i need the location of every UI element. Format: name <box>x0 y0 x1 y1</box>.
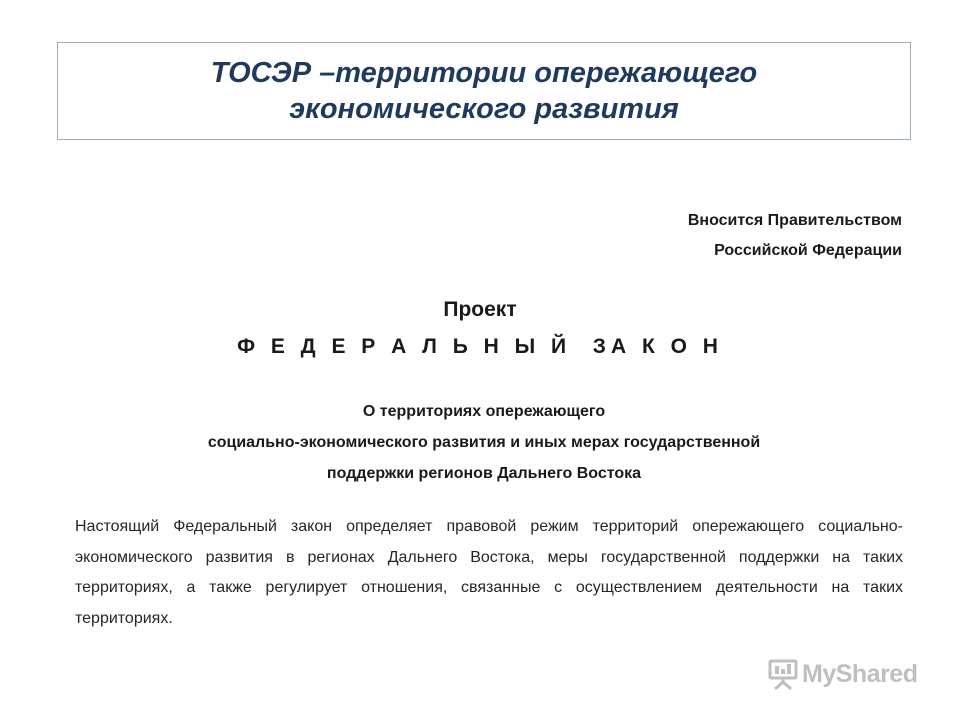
federal-law-label: Ф Е Д Е Р А Л Ь Н Ы Й ЗА К О Н <box>237 335 723 358</box>
law-body-paragraph: Настоящий Федеральный закон определяет правовой режим территорий опережающего социально-экономического развития в регионах Дальнего Востока, меры государственной поддержки на таких территориях, а также регулирует отношения, связанные с осуществлением деятельности на таких территориях. <box>75 518 903 627</box>
submitter-line-1: Вносится Правительством <box>687 212 902 229</box>
law-title <box>57 396 911 489</box>
submitter-block <box>688 206 902 266</box>
slide-title-line-2: экономического развития <box>289 93 679 125</box>
project-label: Проект <box>443 298 517 321</box>
title-box <box>57 42 911 140</box>
slide-title-line-1: ТОСЭР –территории опережающего <box>210 57 758 89</box>
law-title-line-1: О территориях опережающего <box>362 403 606 420</box>
watermark-text: MyShared <box>802 659 918 688</box>
presentation-board-icon <box>768 658 798 690</box>
watermark[interactable] <box>768 656 917 692</box>
law-title-line-3: поддержки регионов Дальнего Востока <box>326 465 642 482</box>
law-title-line-2: социально-экономического развития и иных мерах государственной <box>207 434 761 451</box>
submitter-line-2: Российской Федерации <box>714 242 902 259</box>
